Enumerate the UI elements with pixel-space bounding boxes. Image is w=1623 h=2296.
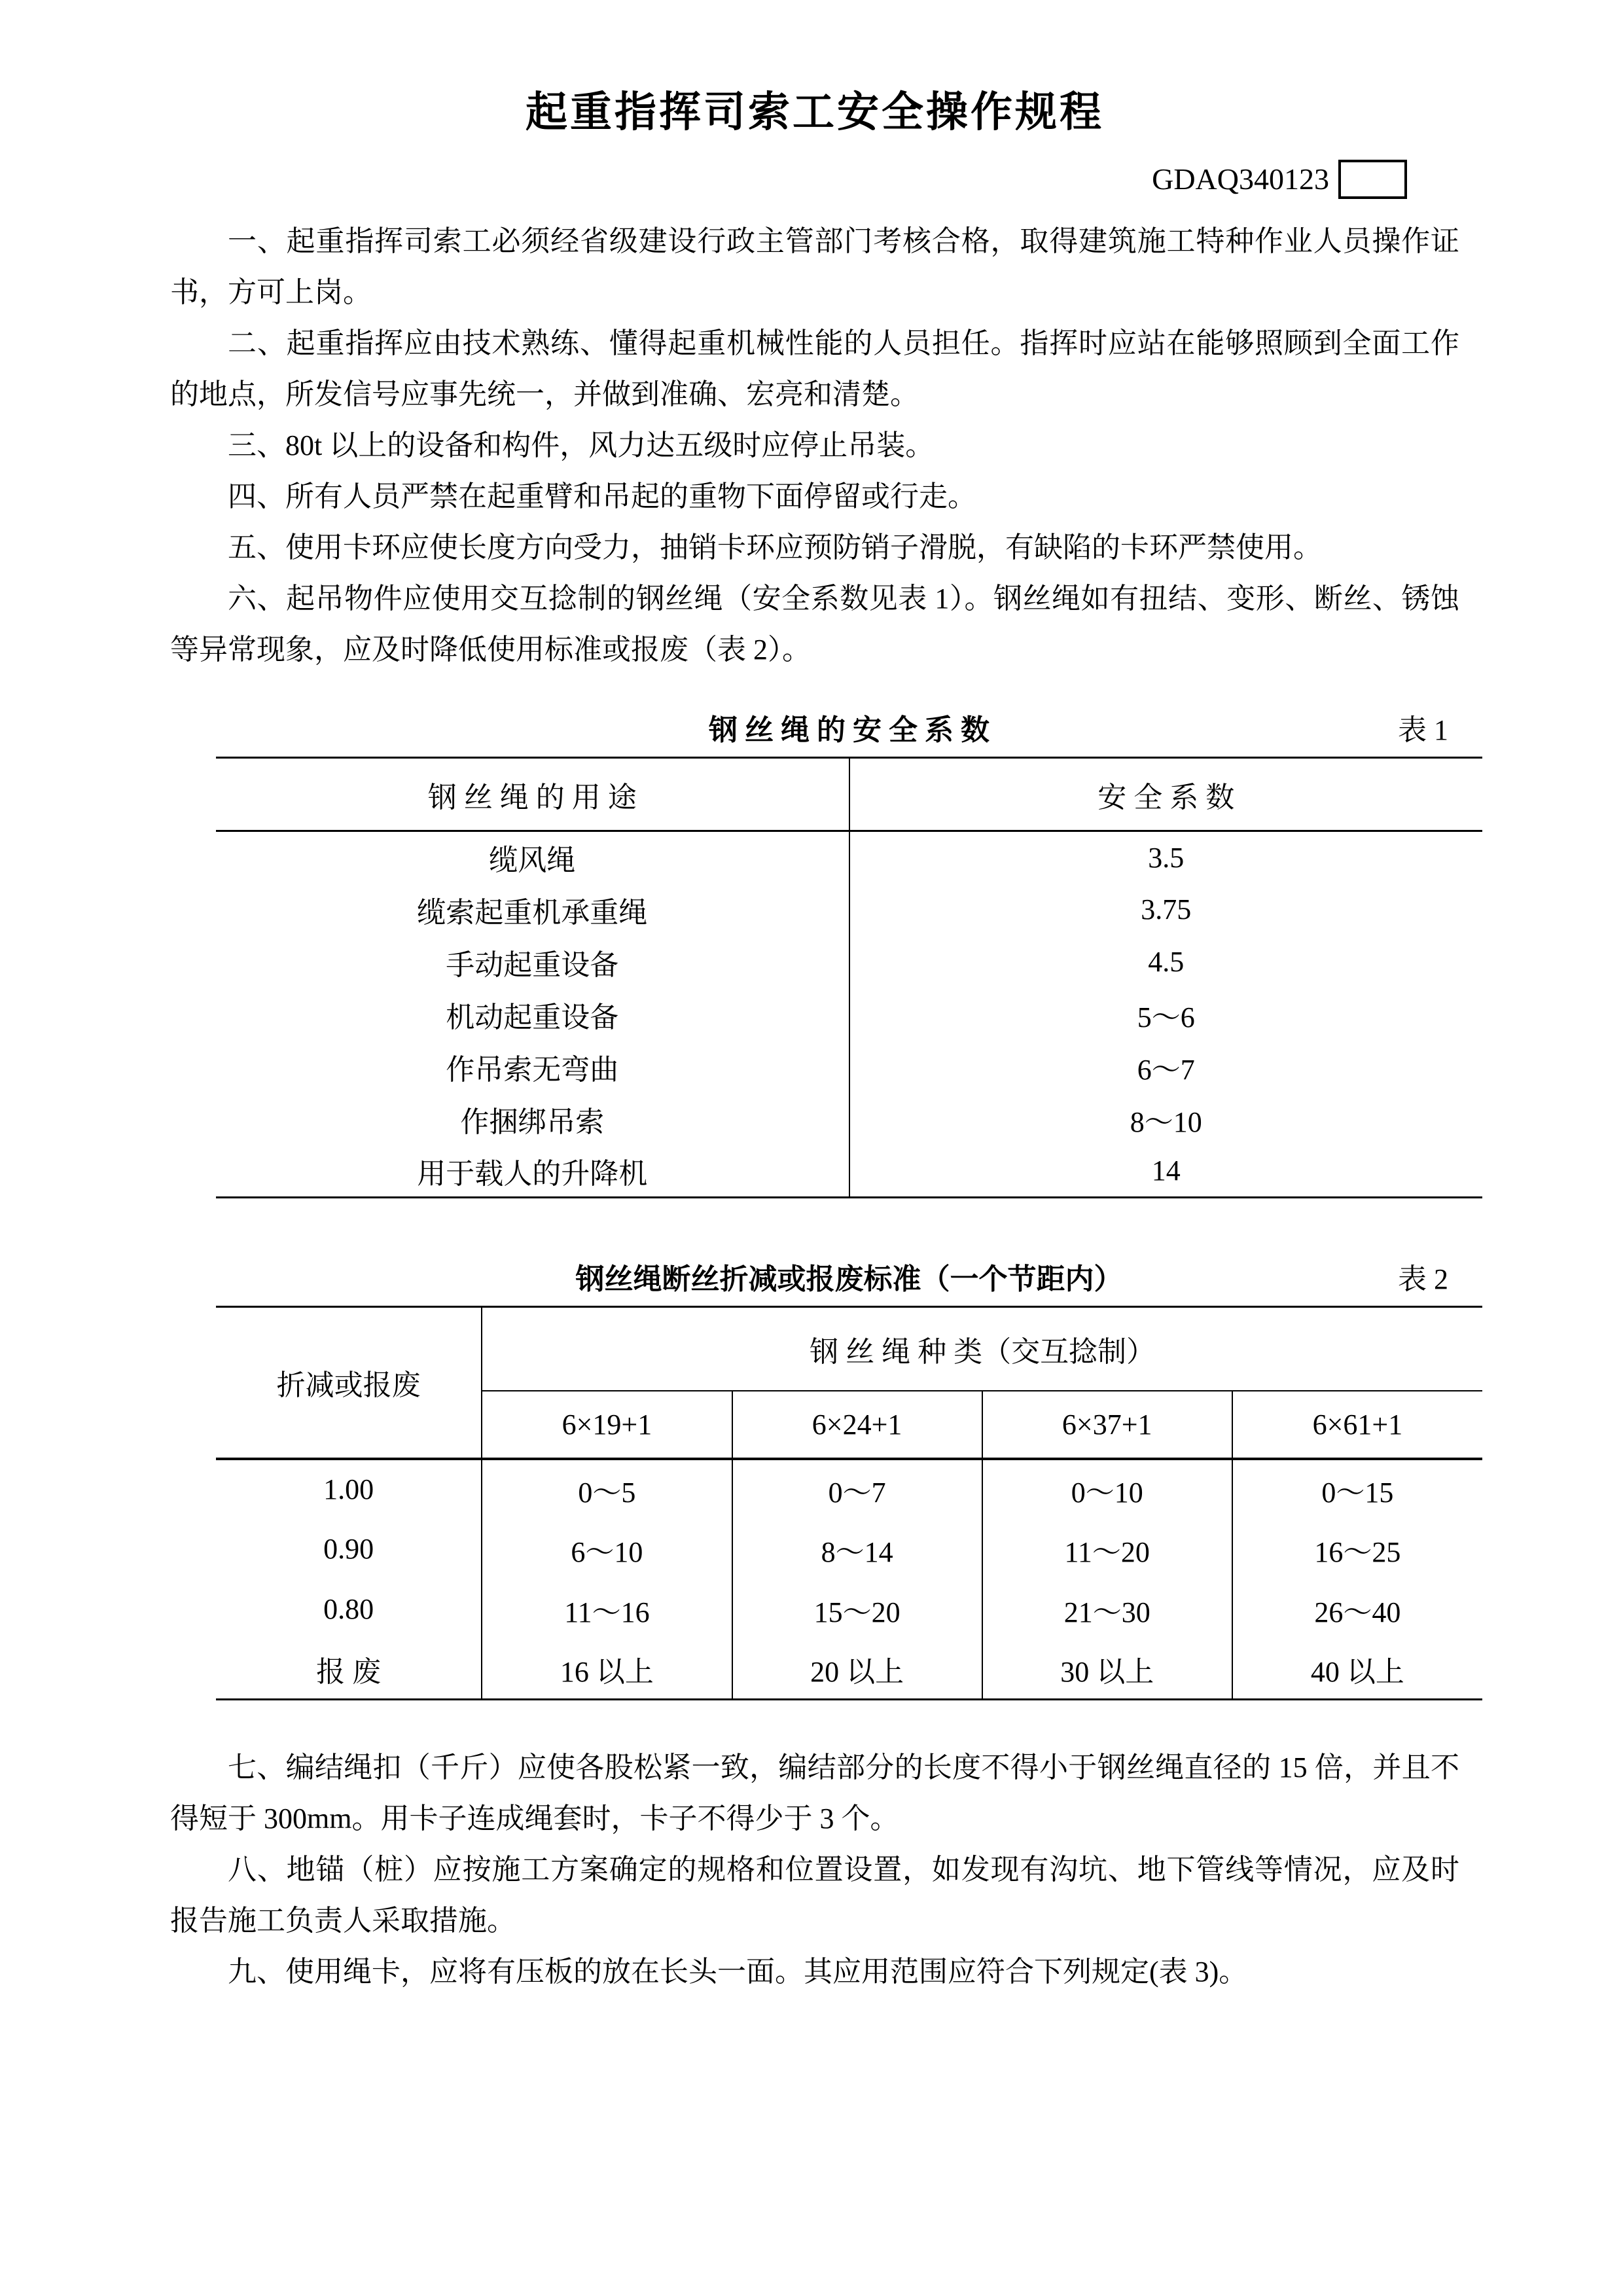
table2-label: 表 2 (1398, 1263, 1448, 1295)
table2-cell: 20 以上 (732, 1640, 982, 1700)
table2-col-header: 6×61+1 (1312, 1408, 1403, 1441)
table-row (216, 884, 1482, 936)
paragraph-7: 七、编结绳扣（千斤）应使各股松紧一致，编结部分的长度不得小于钢丝绳直径的 15 倍，并且不得短于 300mm。用卡子连成绳套时，卡子不得少于 3 个。 (170, 1751, 1459, 1835)
table2-cell: 0～10 (982, 1459, 1232, 1519)
table1-cell-factor: 3.75 (1141, 893, 1192, 925)
table1-cell-use: 机动起重设备 (216, 988, 849, 1041)
table2-col-header: 6×24+1 (732, 1391, 982, 1459)
table1-title: 钢 丝 绳 的 安 全 系 数 (709, 714, 990, 746)
table-row (216, 1640, 1482, 1700)
table-row (216, 1093, 1482, 1145)
doc-code-row (170, 157, 1459, 207)
table1-cell-factor: 6～7 (1137, 1053, 1195, 1086)
table1-header-use: 钢 丝 绳 的 用 途 (216, 758, 849, 831)
table1-label: 表 1 (1398, 714, 1448, 746)
table2-cell: 16 以上 (482, 1640, 732, 1700)
table1-cell-use: 用于载人的升降机 (216, 1145, 849, 1198)
table2-cell: 16～25 (1314, 1535, 1401, 1568)
table2-cell: 11～20 (982, 1519, 1232, 1579)
table-row (216, 1041, 1482, 1093)
table1-cell-factor: 4.5 (1148, 946, 1185, 978)
table1-header-row (216, 758, 1482, 831)
paragraph-1: 一、起重指挥司索工必须经省级建设行政主管部门考核合格，取得建筑施工特种作业人员操作证书，方可上岗。 (170, 225, 1459, 308)
table1-cell-use: 缆风绳 (216, 831, 849, 884)
table1-cell-use: 缆索起重机承重绳 (216, 884, 849, 936)
table1-header-factor: 安 全 系 数 (849, 758, 1483, 831)
paragraph-9: 九、使用绳卡，应将有压板的放在长头一面。其应用范围应符合下列规定(表 3)。 (228, 1956, 1248, 1988)
table2-cell: 6～10 (482, 1519, 732, 1579)
table2-cell: 21～30 (982, 1579, 1232, 1640)
table2-title: 钢丝绳断丝折减或报废标准（一个节距内） (575, 1263, 1123, 1295)
paragraph-8: 八、地锚（桩）应按施工方案确定的规格和位置设置，如发现有沟坑、地下管线等情况，应及时报告施工负责人采取措施。 (170, 1854, 1459, 1937)
spacer (170, 1700, 1459, 1742)
table2-cell: 0～5 (482, 1459, 732, 1519)
table2-row-header: 折减或报废 (216, 1307, 482, 1459)
safety-factor-table-block (216, 707, 1482, 1198)
table-row (216, 1145, 1482, 1198)
safety-factor-table (216, 757, 1482, 1198)
table-row (216, 936, 1482, 988)
table1-cell-factor: 8～10 (1130, 1105, 1202, 1138)
table2-cell: 30 以上 (982, 1640, 1232, 1700)
table2-cell: 8～14 (732, 1519, 982, 1579)
table-row (216, 1519, 1482, 1579)
table2-caption-row (216, 1256, 1482, 1303)
table2-col-header: 6×19+1 (482, 1391, 732, 1459)
table2-cell: 0～7 (732, 1459, 982, 1519)
table2-cell: 40 以上 (1310, 1655, 1404, 1688)
table1-cell-use: 手动起重设备 (216, 936, 849, 988)
table1-cell-factor: 5～6 (1137, 1001, 1195, 1033)
table2-group-header: 钢 丝 绳 种 类（交互捻制） (482, 1307, 1482, 1391)
table2-group-header-row (216, 1307, 1482, 1391)
table2-cell-level: 1.00 (216, 1459, 482, 1519)
wire-rope-discard-table-block (216, 1256, 1482, 1700)
doc-code: GDAQ340123 (1152, 162, 1329, 196)
paragraph-5: 五、使用卡环应使长度方向受力，抽销卡环应预防销子滑脱，有缺陷的卡环严禁使用。 (228, 531, 1322, 564)
page-title: 起重指挥司索工安全操作规程 (526, 88, 1104, 135)
paragraph-2: 二、起重指挥应由技术熟练、懂得起重机械性能的人员担任。指挥时应站在能够照顾到全面工作的地点，所发信号应事先统一，并做到准确、宏亮和清楚。 (170, 327, 1459, 410)
paragraph-4: 四、所有人员严禁在起重臂和吊起的重物下面停留或行走。 (228, 480, 976, 512)
table2-cell-level: 0.90 (216, 1519, 482, 1579)
table1-cell-factor: 3.5 (1148, 841, 1185, 874)
table-row (216, 1579, 1482, 1640)
table2-cell-level: 报 废 (216, 1640, 482, 1700)
paragraph-6: 六、起吊物件应使用交互捻制的钢丝绳（安全系数见表 1）。钢丝绳如有扭结、变形、断丝、锈蚀等异常现象，应及时降低使用标准或报废（表 2）。 (170, 583, 1459, 666)
table2-cell-level: 0.80 (216, 1579, 482, 1640)
table2-col-header: 6×37+1 (982, 1391, 1232, 1459)
doc-code-box (1338, 160, 1407, 199)
table2-cell: 15～20 (732, 1579, 982, 1640)
table1-cell-use: 作吊索无弯曲 (216, 1041, 849, 1093)
table-row (216, 1459, 1482, 1519)
table2-cell: 26～40 (1314, 1596, 1401, 1628)
table1-cell-use: 作捆绑吊索 (216, 1093, 849, 1145)
table-row (216, 831, 1482, 884)
wire-rope-discard-table (216, 1306, 1482, 1700)
table1-cell-factor: 14 (1151, 1155, 1181, 1187)
table1-caption-row (216, 707, 1482, 754)
table2-cell: 0～15 (1321, 1476, 1394, 1509)
table2-cell: 11～16 (482, 1579, 732, 1640)
paragraph-3: 三、80t 以上的设备和构件，风力达五级时应停止吊装。 (228, 429, 935, 461)
table-row (216, 988, 1482, 1041)
